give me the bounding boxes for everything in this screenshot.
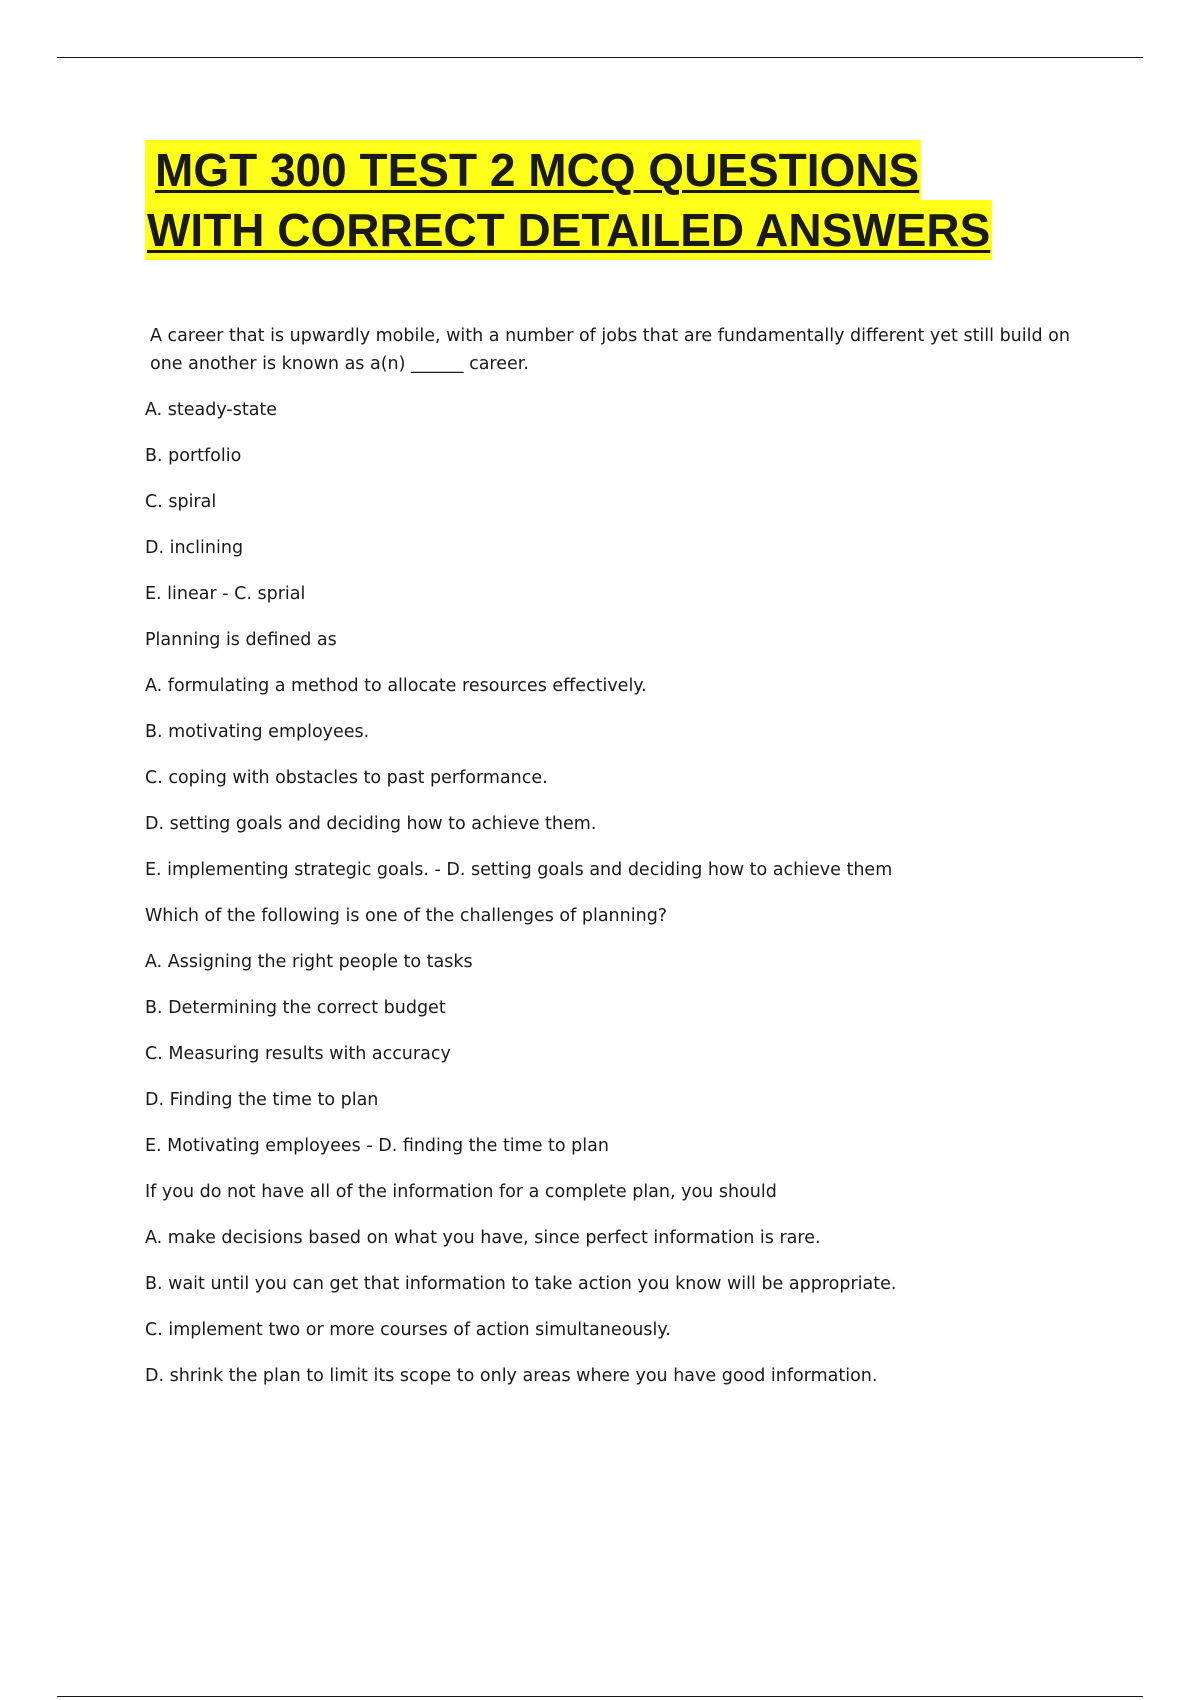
answer-option: C. implement two or more courses of action simultaneously. <box>145 1320 671 1340</box>
answer-option: D. inclining <box>145 538 244 558</box>
answer-option: D. Finding the time to plan <box>145 1090 379 1110</box>
answer-option: C. spiral <box>145 492 217 512</box>
question-prompt: A career that is upwardly mobile, with a number of jobs that are fundamentally different yet still build on one another is known as a(n) ______ career. <box>150 326 1070 374</box>
answer-option-with-answer: E. implementing strategic goals. - D. setting goals and deciding how to achieve them <box>145 860 893 880</box>
answer-option: B. wait until you can get that information to take action you know will be appropriate. <box>145 1274 897 1294</box>
answer-option-with-answer: E. linear - C. sprial <box>145 584 306 604</box>
answer-option: A. steady-state <box>145 400 278 420</box>
answer-option: C. coping with obstacles to past performance. <box>145 768 548 788</box>
answer-option-with-answer: E. Motivating employees - D. finding the time to plan <box>145 1136 609 1156</box>
question-prompt: If you do not have all of the information for a complete plan, you should <box>145 1182 777 1202</box>
title-line-2: WITH CORRECT DETAILED ANSWERS <box>145 200 992 260</box>
answer-option: C. Measuring results with accuracy <box>145 1044 451 1064</box>
answer-option: B. Determining the correct budget <box>145 998 446 1018</box>
answer-option: D. setting goals and deciding how to achieve them. <box>145 814 597 834</box>
answer-option: B. motivating employees. <box>145 722 370 742</box>
question-list <box>145 322 1075 1408</box>
answer-option: A. make decisions based on what you have, since perfect information is rare. <box>145 1228 821 1248</box>
answer-option: D. shrink the plan to limit its scope to only areas where you have good information. <box>145 1366 878 1386</box>
title-line-1: MGT 300 TEST 2 MCQ QUESTIONS <box>145 140 921 200</box>
bottom-rule <box>57 1696 1143 1697</box>
answer-option: A. formulating a method to allocate resources effectively. <box>145 676 647 696</box>
answer-option: A. Assigning the right people to tasks <box>145 952 473 972</box>
question-prompt: Planning is defined as <box>145 630 337 650</box>
question-prompt: Which of the following is one of the challenges of planning? <box>145 906 668 926</box>
answer-option: B. portfolio <box>145 446 242 466</box>
document-title <box>145 140 992 260</box>
top-rule <box>57 57 1143 58</box>
